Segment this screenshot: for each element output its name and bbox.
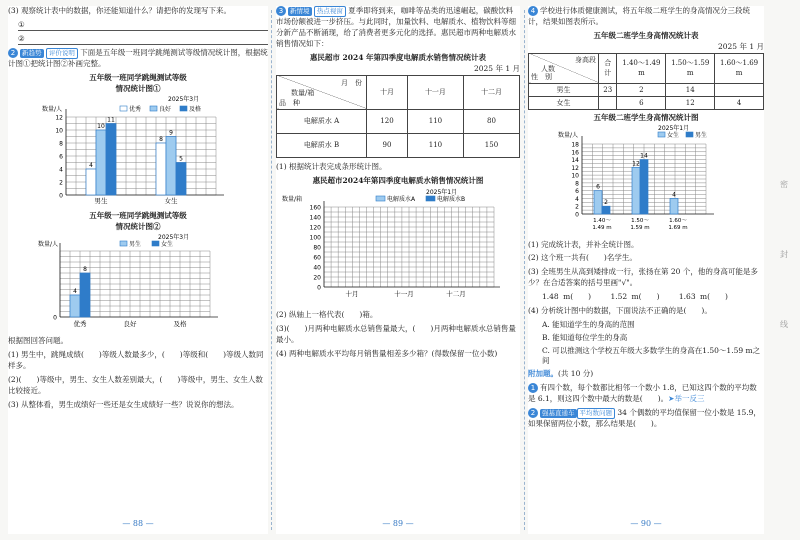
bar [70,295,80,317]
x-tick-label: 及格 [173,319,187,328]
chart-date: 2025年3月 [158,233,190,241]
y-tick-label: 40 [313,264,321,272]
page-number: — 88 — [122,519,154,529]
bar-value-label: 11 [107,116,115,124]
bar-value-label: 4 [73,287,77,295]
table-row: 电解质水 A 120 110 80 [277,109,520,133]
bar-value-label: 12 [632,159,640,167]
legend-label: 优秀 [129,105,142,113]
bar-value-label: 4 [89,161,93,169]
legend-label: 女生 [667,131,680,139]
y-tick-label: 2 [59,179,63,187]
y-axis-label: 数量/人 [38,240,59,248]
y-tick-label: 80 [313,244,321,252]
table-header [277,75,520,109]
choice-c[interactable]: C. 可以推测这个学校五年级大多数学生的身高在1.50～1.59 m之间 [542,345,761,366]
chart-date: 2025年1月 [658,124,690,132]
chart-date: 2025年1月 [426,188,458,196]
bar [156,143,166,195]
extra-2: 2 强基直通车 平均数问题 34 个偶数的平均值保留一位小数是 15.9，如果保留两位小数，那么结果是( )。 [528,407,761,429]
x-tick-label: 1.49 m [592,224,612,231]
x-tick-label: 女生 [164,196,178,205]
question-4: 4 学校进行体质健康测试，将五年级二班学生的身高情况分三段统计，结果如图表所示。 [528,6,750,26]
bar [80,273,90,317]
chart2-title: 五年级一班同学跳绳测试等级 情况统计图② [89,210,187,231]
x-tick-label: 1.59 m [630,224,650,231]
choice-b[interactable]: B. 能知道每位学生的身高 [542,332,628,342]
y-tick-label: 4 [575,195,579,203]
right-q2: (2) 这个班一共有( )名学生。 [528,253,637,263]
chart2-svg [8,233,268,333]
option-2[interactable]: 1.52 m( ) [610,292,660,302]
legend-label: 男生 [129,240,142,248]
x-tick-label: 良好 [123,319,137,328]
legend-label: 女生 [161,240,174,248]
bar [166,136,176,195]
bar-value-label: 10 [97,122,105,130]
chart-date: 2025年3月 [168,95,200,103]
bar-value-label: 9 [169,129,173,137]
chart1-svg [8,95,268,205]
x-tick-label: 1.60～ [669,217,687,224]
header-diag: 身高段 人数 性 别 [529,53,599,83]
table-date: 2025 年 1 月 [473,63,520,73]
sales-table [276,75,520,158]
y-tick-label: 20 [313,274,321,282]
legend-swatch-b [426,196,435,201]
option-1[interactable]: 1.48 m( ) [542,292,592,302]
table-header: 身高段 人数 性 别 合计 1.40～1.49 m 1.50～1.59 m 1.60～1.69 m [529,53,764,83]
x-tick-label: 十二月 [446,289,466,298]
legend-swatch [152,241,159,246]
chart4-svg [528,124,764,236]
y-tick-label: 2 [575,203,579,211]
header-m3: 十二月 [463,75,519,109]
tag-eval: 评价说明 [46,48,78,59]
y-tick-label: 0 [317,284,321,292]
legend-label: 男生 [695,131,708,139]
y-tick-label: 10 [571,172,579,180]
answer-intro: 根据图回答问题。 [8,336,68,346]
legend-swatch-a [376,196,385,201]
y-tick-label: 12 [571,164,579,172]
bar-value-label: 8 [83,265,87,273]
x-tick-label: 十一月 [394,289,414,298]
y-tick-label: 6 [59,153,63,161]
legend-swatch [658,132,665,137]
choice-a[interactable]: A. 能知道学生的身高的范围 [542,319,635,329]
bar [670,198,678,214]
header-m1: 十月 [367,75,408,109]
y-tick-label: 10 [55,127,63,135]
legend-swatch [150,106,157,111]
y-tick-label: 14 [571,156,579,164]
sub-q1: (1) 男生中，跳绳成绩( )等级人数最多少，( )等级和( )等级人数同样多。 [8,350,264,371]
y-tick-label: 140 [309,214,321,222]
legend-swatch [120,106,127,111]
option-3[interactable]: 1.63 m( ) [678,292,728,302]
right-q4: (4) 分析统计图中的数据，下面说法不正确的是( )。 [528,305,712,315]
blank-2[interactable]: ② [18,34,268,45]
bar-value-label: 4 [672,191,676,199]
legend-swatch [120,241,127,246]
y-tick-label: 160 [309,204,321,212]
y-tick-label: 8 [575,180,579,188]
options [542,292,764,303]
y-tick-label: 0 [59,192,63,200]
extra-1: 1 有四个数，每个数都比相邻一个数小 1.8，已知这四个数的平均数是 6.1，则这四个数中最大的数是( )。➤举一反三 [528,383,757,404]
bar-value-label: 5 [179,155,183,163]
blank-1[interactable]: ① [18,20,268,31]
height-table-date: 2025 年 1 月 [717,41,764,51]
bar-value-label: 14 [640,152,648,160]
bar-value-label: 6 [596,183,600,191]
bar [602,206,610,214]
page-88 [8,6,268,534]
y-tick-label: 100 [309,234,321,242]
page-90 [528,6,764,534]
header-m2: 十一月 [407,75,463,109]
x-tick-label: 十月 [345,289,359,298]
header-diag: 月 份 数量/箱 品 种 [277,75,367,109]
height-table [528,53,764,110]
y-axis-label: 数量/人 [42,105,63,113]
x-tick-label: 1.40～ [593,217,611,224]
table-row: 女生 6 12 4 [529,96,764,109]
y-tick-label: 16 [571,148,579,156]
link-practice[interactable]: ➤举一反三 [668,394,705,404]
y-axis-label: 数量/箱 [282,195,303,203]
legend-label: 电解质水B [437,195,466,203]
x-tick-label: 1.50～ [631,217,649,224]
mid-q1: (1) 根据统计表完成条形统计图。 [276,161,387,171]
bar-value-label: 8 [159,135,163,143]
y-axis-label: 数量/人 [558,131,579,139]
y-tick-label: 0 [53,314,57,322]
tag-trend: 新趋势 [22,48,42,57]
x-tick-label: 优秀 [73,319,87,328]
bar [106,123,116,195]
right-q3: (3) 全班男生从高到矮排成一行，张扬在第 20 个，他的身高可能是多少？在合适答案的括号里画"√"。 [528,267,758,288]
divider [524,10,525,530]
table-title: 惠民超市 2024 年第四季度电解质水销售情况统计表 [309,53,487,63]
legend-label: 及格 [189,105,202,113]
y-tick-label: 60 [313,254,321,262]
mid-q3: (3)( )月两种电解质水总销售量最大，( )月两种电解质水总销售量最小。 [276,324,516,345]
page-number: — 90 — [630,519,662,529]
page-89 [276,6,520,534]
y-tick-label: 120 [309,224,321,232]
legend-swatch [180,106,187,111]
bar [632,167,640,214]
legend-label: 良好 [159,105,172,113]
y-tick-label: 0 [575,211,579,219]
height-chart-title: 五年级二班学生身高情况统计图 [593,112,699,122]
x-tick-label: 男生 [94,196,108,205]
x-tick-label: 1.69 m [668,224,688,231]
legend-label: 电解质水A [387,195,416,203]
question-3: 3 新情境 热点视窗 夏季即将到来，咖啡等品类的迅速崛起，碳酸饮料市场份额被进一步挤压。与此同时，加量饮料、电解质水、植物饮料等细分新产品不断涌现，给了消费者更多元化的选择。惠民超市两种电解质水销售情况如下： [276,6,516,49]
bar [96,130,106,195]
y-tick-label: 8 [59,140,63,148]
chart3-svg[interactable] [276,187,520,307]
chart1-title: 五年级一班同学跳绳测试等级 情况统计图① [89,73,187,94]
table-row: 电解质水 B 90 110 150 [277,133,520,157]
mid-chart-title: 惠民超市2024年第四季度电解质水销售情况统计图 [312,175,484,185]
question-number: 2 [8,48,18,58]
mid-q4: (4) 两种电解质水平均每月销售量相差多少箱？(得数保留一位小数) [276,349,498,359]
bar-value-label: 2 [604,198,608,206]
bar [640,159,648,213]
extra-header: 附加题。(共 10 分) [528,369,594,379]
divider [271,10,272,530]
bar [176,162,186,195]
bar [594,190,602,213]
height-table-title: 五年级二班学生身高情况统计表 [593,30,699,40]
right-q1: (1) 完成统计表，并补全统计图。 [528,239,639,249]
y-tick-label: 6 [575,187,579,195]
y-tick-label: 18 [571,141,579,149]
bar [86,169,96,195]
page-number: — 89 — [382,519,414,529]
legend-swatch [686,132,693,137]
table-row: 男生 23 2 14 [529,83,764,96]
y-tick-label: 4 [59,166,63,174]
question-2: 2 新趋势 评价说明 下面是五年级一班同学跳绳测试等级情况统计图，根据统计图①把统计图②补画完整。 [8,47,268,69]
side-seal-text: 密 封 线 [780,180,788,329]
mid-q2: (2) 纵轴上一格代表( )箱。 [276,310,378,320]
y-tick-label: 12 [55,114,63,122]
sub-q3: (3) 从整体看，男生成绩好一些还是女生成绩好一些？说说你的想法。 [8,399,239,409]
sub-q2: (2)( )等级中，男生、女生人数差别最大，( )等级中，男生、女生人数比较接近。 [8,375,263,395]
q3-intro: (3) 观察统计表中的数据，你还能知道什么？请把你的发现写下来。 [8,6,232,15]
